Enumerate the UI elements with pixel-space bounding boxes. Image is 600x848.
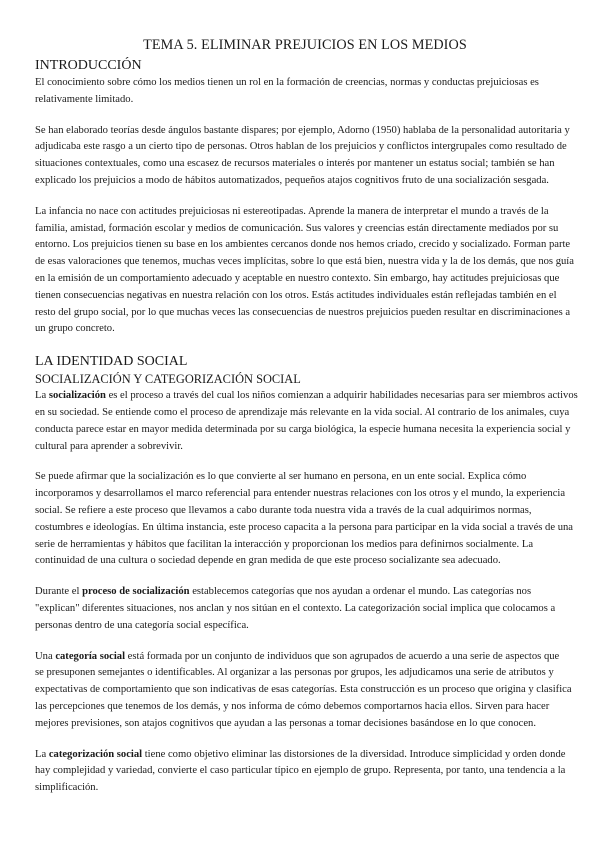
text-segment: familia, amistad, formación escolar y medios de comunicación. Sus valores y creencias están directamente mediados por su xyxy=(35,222,559,234)
text-line xyxy=(35,439,575,456)
text-line xyxy=(35,321,575,338)
text-line xyxy=(35,139,575,156)
text-line xyxy=(35,553,575,570)
paragraph xyxy=(35,123,575,190)
text-line xyxy=(35,156,575,173)
text-segment: La infancia no nace con actitudes prejuiciosas ni estereotipadas. Aprende la manera de interpretar el mundo a través de la xyxy=(35,205,549,217)
text-line xyxy=(35,288,575,305)
bold-term: categoría social xyxy=(55,650,126,662)
text-segment: continuidad de una cultura o sociedad depende en gran medida de que este proceso socializante sea adecuado. xyxy=(35,555,501,567)
text-line xyxy=(35,763,575,780)
text-segment: Durante el xyxy=(35,586,83,598)
text-segment: es el proceso a través del cual los niños comienzan a adquirir habilidades necesarias para ser miembros activos xyxy=(105,390,578,402)
bold-term: socialización xyxy=(48,390,106,402)
text-segment: mejores previsiones, son atajos cognitivos que ayudan a las personas a tomar decisiones basándose en lo que conocen. xyxy=(35,717,537,729)
text-line xyxy=(35,204,575,221)
text-segment: social. Se refiere a este proceso que llevamos a cabo durante toda nuestra vida a través de la cual adquirimos normas, xyxy=(35,504,532,516)
document-body xyxy=(35,56,578,797)
text-segment: adjudicaba este rasgo a un cierto tipo de personas. Otros hablan de los prejuicios y conflictos intergrupales como resultado de xyxy=(35,141,567,153)
paragraph xyxy=(35,747,575,797)
section xyxy=(35,352,578,797)
text-segment: Se han elaborado teorías desde ángulos bastante dispares; por ejemplo, Adorno (1950) hablaba de la personalidad autoritaria y xyxy=(35,124,570,136)
text-segment: un grupo concreto. xyxy=(35,323,115,335)
text-segment: explicado los prejuicios a modo de hábitos automatizados, pequeños atajos cognitivos fruto de una socialización sesgada. xyxy=(35,174,549,186)
text-segment: entorno. Los prejuicios tienen su base en los ambientes cercanos donde nos hemos criado, crecido y socializado. Forman parte xyxy=(35,239,571,251)
text-segment: La xyxy=(35,748,49,760)
text-segment: en la emisión de un comportamiento adecuado y aceptable en nuestro contexto. Sin embargo, hay actitudes prejuiciosas que xyxy=(35,272,560,284)
text-line xyxy=(35,649,575,666)
text-segment: conducta parece estar en mayor medida determinada por su carga biológica, la especie humana necesita la experiencia social y xyxy=(35,423,571,435)
text-line xyxy=(35,254,575,271)
text-line xyxy=(35,123,575,140)
text-line xyxy=(35,271,575,288)
document-page xyxy=(35,36,578,811)
text-line xyxy=(35,221,575,238)
paragraph xyxy=(35,584,575,634)
text-segment: simplificación. xyxy=(35,782,99,794)
text-segment: establecemos categorías que nos ayudan a ordenar el mundo. Las categorías nos xyxy=(189,586,532,598)
text-line xyxy=(35,618,575,635)
paragraph xyxy=(35,75,575,109)
text-line xyxy=(35,305,575,322)
paragraph xyxy=(35,469,575,570)
text-segment: serie de herramientas y hábitos que facilitan la interacción y proporcionan los medios para definirnos socialmente. La xyxy=(35,538,534,550)
paragraph xyxy=(35,204,575,338)
text-segment: tienen consecuencias negativas en nuestra relación con los otros. Estás actitudes individuales están reflejadas también en el xyxy=(35,289,557,301)
text-segment: Se puede afirmar que la socialización es lo que convierte al ser humano en persona, en un ente social. Explica cómo xyxy=(35,471,527,483)
document-title: TEMA 5. ELIMINAR PREJUICIOS EN LOS MEDIOS xyxy=(143,37,467,53)
text-line xyxy=(35,537,575,554)
text-segment: hay complejidad y variedad, convierte el caso particular típico en ejemplo de grupo. Representa, por tanto, una tendencia a la xyxy=(35,765,566,777)
text-line xyxy=(35,173,575,190)
text-line xyxy=(35,716,575,733)
text-segment: está formada por un conjunto de individuos que son agrupados de acuerdo a una serie de aspectos que xyxy=(125,650,560,662)
text-segment: relativamente limitado. xyxy=(35,93,134,105)
section-heading: LA IDENTIDAD SOCIAL xyxy=(35,354,188,370)
section-heading: INTRODUCCIÓN xyxy=(35,58,142,73)
text-line xyxy=(35,503,575,520)
section-subheading: SOCIALIZACIÓN Y CATEGORIZACIÓN SOCIAL xyxy=(35,372,301,387)
text-segment: las percepciones que tenemos de los demás, y nos informa de cómo debemos comportarnos hacia ellos. Sirven para hacer xyxy=(35,700,550,712)
text-segment: expectativas de comportamiento que son indicativas de esas categorías. Esta construcción es un proceso que origina y clasifica xyxy=(35,684,572,696)
text-segment: cultural para aprender a sobrevivir. xyxy=(35,440,183,452)
text-line xyxy=(35,486,575,503)
bold-term: categorización social xyxy=(48,748,143,760)
text-line xyxy=(35,699,575,716)
text-line xyxy=(35,682,575,699)
text-segment: tiene como objetivo eliminar las distorsiones de la diversidad. Introduce simplicidad y orden donde xyxy=(142,748,566,760)
text-segment: personas dentro de una categoría social específica. xyxy=(35,619,249,631)
text-line xyxy=(35,405,575,422)
text-line xyxy=(35,747,575,764)
text-segment: Una xyxy=(35,650,56,662)
text-line xyxy=(35,584,575,601)
text-segment: de esas valoraciones que tenemos, muchas veces implícitas, sobre lo que está bien, nuestra vida y la de los demás, que nos guía xyxy=(35,256,574,268)
text-segment: La xyxy=(35,390,49,402)
text-line xyxy=(35,237,575,254)
text-segment: en su sociedad. Se entiende como el proceso de aprendizaje más relevante en la vida social. Al contrario de los animales, cuya xyxy=(35,406,570,418)
text-segment: resto del grupo social, por lo que muchas veces las consecuencias de nuestros prejuicios pueden resultar en discriminaciones a xyxy=(35,306,571,318)
text-line xyxy=(35,780,575,797)
text-line xyxy=(35,665,575,682)
text-line xyxy=(35,601,575,618)
text-line xyxy=(35,469,575,486)
text-line xyxy=(35,422,575,439)
text-line xyxy=(35,520,575,537)
text-segment: El conocimiento sobre cómo los medios tienen un rol en la formación de creencias, normas y conductas prejuiciosas es xyxy=(35,77,539,88)
text-line xyxy=(35,92,575,109)
text-segment: "explican" diferentes situaciones, nos anclan y nos sitúan en el contexto. La categorización social implica que colocamos a xyxy=(35,602,556,614)
paragraph xyxy=(35,388,578,455)
text-segment: costumbres e ideologías. En última instancia, este proceso capacita a la persona para participar en la vida social a través de una xyxy=(35,521,574,533)
text-line xyxy=(35,388,578,405)
text-segment: situaciones contextuales, como una escasez de recursos materiales o interés por mantener un estatus social; también se han xyxy=(35,158,555,170)
section xyxy=(35,56,575,338)
text-line xyxy=(35,75,575,92)
paragraph xyxy=(35,649,575,733)
text-segment: incorporamos y desarrollamos el marco referencial para entender nuestras relaciones con los otros y el mundo, la experiencia xyxy=(35,488,566,500)
text-segment: se presuponen semejantes o identificables. Al organizar a las personas por grupos, les adjudicamos una serie de atributos y xyxy=(35,667,554,679)
bold-term: proceso de socialización xyxy=(82,586,190,598)
